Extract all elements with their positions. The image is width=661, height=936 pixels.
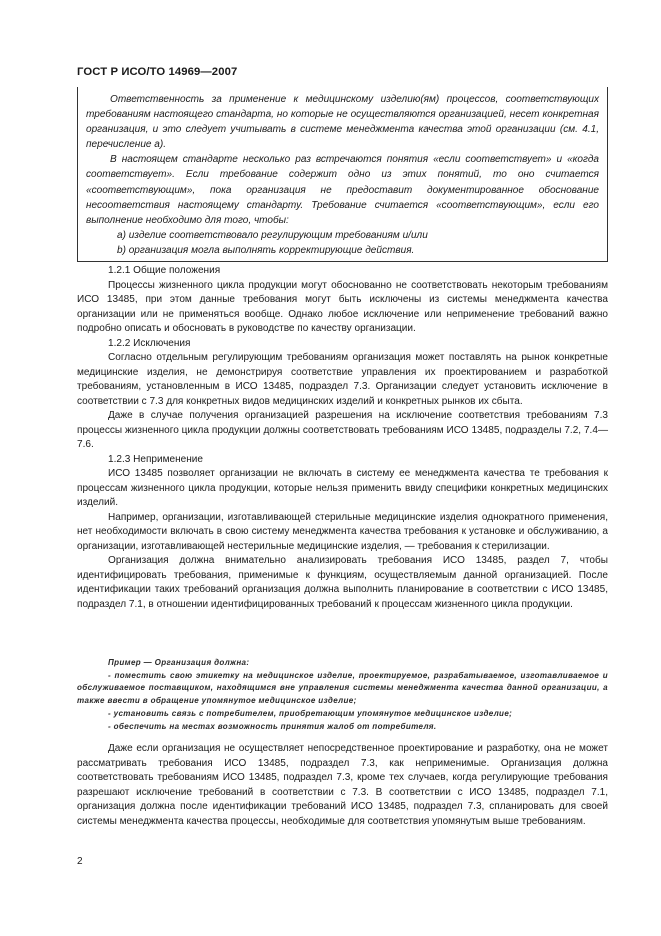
note-paragraph: В настоящем стандарте несколько раз встречаются понятия «если соответствует» и «когда соответствует». Если требование содержит одно из этих понятий, то оно считается «соответствующим», пока организация не предоставит документированное обоснование несоответствия настоящему стандарту. Требование считается «соответствующим», если его выполнение необходимо для того, чтобы:: [86, 154, 599, 226]
body-paragraph: Организация должна внимательно анализировать требования ИСО 13485, раздел 7, чтобы идентифицировать требования, применимые к функциям, осуществляемым данной организацией. После идентификации таких требований организация должна выполнить планирование в соответствии с ИСО 13485, подраздел 7.1, в отношении идентифицированных требований к процессам жизненного цикла продукции.: [77, 555, 608, 610]
example-item: - установить связь с потребителем, приобретающим упомянутое медицинское изделие;: [108, 708, 513, 718]
body-paragraph: Например, организации, изготавливающей стерильные медицинские изделия однократного применения, нет необходимости включать в свою систему менеджмента качества требования к установке и обслуживанию, а организации, изготавливающей нестерильные медицинские изделия, — требования к стерилизации.: [77, 511, 608, 552]
section-heading-1-2-3: 1.2.3 Неприменение: [108, 453, 203, 465]
body-paragraph: Процессы жизненного цикла продукции могут обоснованно не соответствовать некоторым требованиям ИСО 13485, при этом данные требования могут быть исключены из системы менеджмента качества организации или не применяться вообще. Однако любое исключение или неприменение требований важно подробно описать и обосновать в руководстве по качеству организации.: [77, 279, 608, 334]
body-paragraph: Согласно отдельным регулирующим требованиям организация может поставлять на рынок конкретные медицинские изделия, не демонстрируя соответствие управления их проектированием и разработкой требованиям, установленным в ИСО 13485, подраздел 7.3. Организации следует установить исключение в соответствии с 7.3 для конкретных видов медицинских изделий и конкретных рынков их сбыта.: [77, 352, 608, 407]
body-paragraph: Даже в случае получения организацией разрешения на исключение соответствия требованиям 7.3 процессы жизненного цикла продукции должны соответствовать требованиям ИСО 13485, подразделы 7.2, 7.4—7.6.: [77, 410, 608, 450]
note-paragraph: Ответственность за применение к медицинскому изделию(ям) процессов, соответствующих требованиям настоящего стандарта, но которые не осуществляются организацией, несет конкретная организация, и это следует учитывать в системе менеджмента качества этой организации (см. 4.1, перечисление а).: [86, 94, 599, 151]
body-paragraph: Даже если организация не осуществляет непосредственное проектирование и разработку, она не может рассматривать требования ИСО 13485, подраздел 7.3, как неприменимые. Организация должна соответствовать требованиям ИСО 13485, подраздел 7.3, кроме тех случаев, когда регулирующие требования разрешают исключение требований в соответствии с 7.3. В соответствии с ИСО 13485, подраздел 7.1, организация должна после идентификации требований ИСО 13485, подраздел 7.3, спланировать для своей системы менеджмента качества процессы, необходимые для соответствия упомянутым выше требованиям.: [77, 743, 608, 827]
section-body: [77, 264, 608, 612]
standard-header: ГОСТ Р ИСО/ТО 14969—2007: [77, 66, 238, 78]
example-block: [77, 657, 608, 733]
section-heading-1-2-1: 1.2.1 Общие положения: [108, 265, 221, 276]
note-list-item: a) изделие соответствовало регулирующим требованиям и/или: [117, 229, 428, 241]
page-number: 2: [77, 856, 83, 867]
note-list-item: b) организация могла выполнять корректирующие действия.: [117, 244, 415, 256]
example-title: Пример — Организация должна:: [108, 658, 250, 667]
example-item: - поместить свою этикетку на медицинское изделие, проектируемое, разрабатываемое, изготавливаемое и обслуживаемое поставщиком, находящимся вне управления системы менеджмента качества данной организации, а также ввести в обращение упомянутое медицинское изделие;: [77, 670, 608, 706]
example-item: - обеспечить на местах возможность принятия жалоб от потребителя.: [108, 721, 437, 731]
body-paragraph: ИСО 13485 позволяет организации не включать в систему ее менеджмента качества те требования к процессам жизненного цикла продукции, которые нельзя применить ввиду специфики конкретных медицинских изделий.: [77, 468, 608, 508]
note-box: [77, 87, 608, 262]
final-body: [77, 742, 608, 829]
section-heading-1-2-2: 1.2.2 Исключения: [108, 337, 191, 349]
